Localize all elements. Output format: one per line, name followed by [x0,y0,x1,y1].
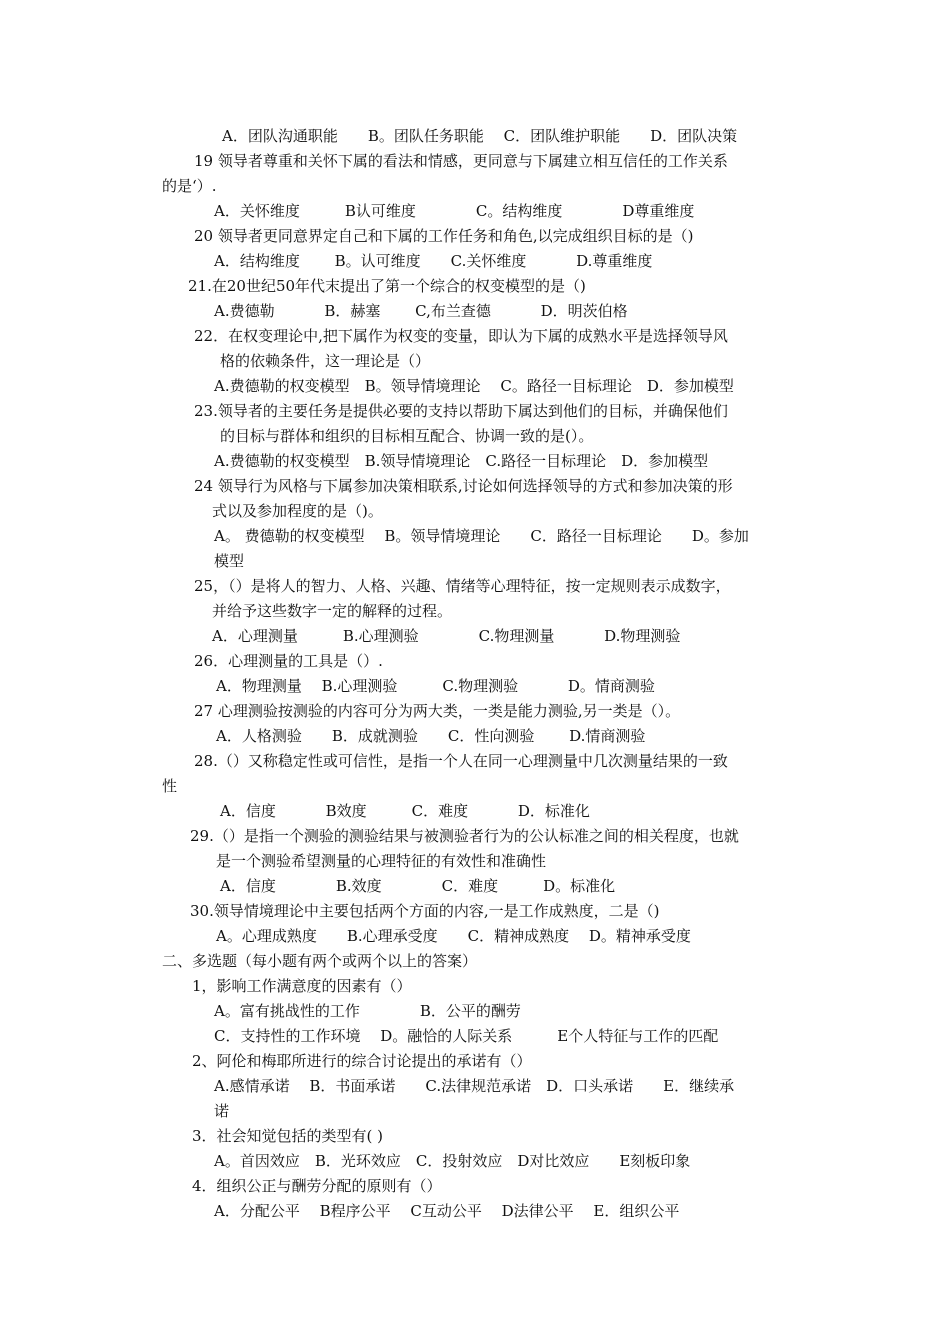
q25-text: 25，（）是将人的智力、人格、兴趣、情绪等心理特征，按一定规则表示成数字， [194,577,731,595]
m1-text: 1，影响工作满意度的因素有（） [192,977,412,995]
q29-text: 29.（）是指一个测验的测验结果与被测验者行为的公认标准之间的相关程度，也就 [190,827,739,845]
q20-options: A．结构维度 B。认可维度 C.关怀维度 D.尊重维度 [214,252,653,270]
section-heading-multiple-choice: 二、多选题（每小题有两个或两个以上的答案） [162,952,478,970]
q30-text: 30.领导情境理论中主要包括两个方面的内容,一是工作成熟度，二是（) [190,902,660,920]
m4-text: 4．组织公正与酬劳分配的原则有（） [192,1177,442,1195]
q28-text-cont: 性 [162,777,178,795]
m2-options: A.感情承诺 B．书面承诺 C.法律规范承诺 D．口头承诺 E．继续承 [214,1077,735,1095]
q19-text: 19 领导者尊重和关怀下属的看法和情感，更同意与下属建立相互信任的工作关系 [194,152,728,170]
m1-options-cont: C．支持性的工作环境 D。融恰的人际关系 E个人特征与工作的匹配 [214,1027,719,1045]
q21-options: A.费德勒 B．赫塞 C,布兰查德 D．明茨伯格 [214,302,628,320]
m2-options-cont: 诺 [214,1102,230,1120]
q25-options: A．心理测量 B.心理测验 C.物理测量 D.物理测验 [212,627,681,645]
q28-options: A．信度 B效度 C．难度 D．标准化 [220,802,590,820]
q22-options: A.费德勒的权变模型 B。领导情境理论 C。路径一目标理论 D．参加模型 [214,377,734,395]
q24-options-cont: 模型 [214,552,245,570]
m4-options: A．分配公平 B程序公平 C互动公平 D法律公平 E．组织公平 [214,1202,680,1220]
q19-options: A．关怀维度 B认可维度 C。结构维度 D尊重维度 [214,202,695,220]
q27-text: 27 心理测验按测验的内容可分为两大类，一类是能力测验,另一类是（）。 [194,702,681,720]
m3-options: A。首因效应 B．光环效应 C．投射效应 D对比效应 E刻板印象 [214,1152,691,1170]
m3-text: 3．社会知觉包括的类型有( ) [192,1127,384,1145]
q24-options: A。 费德勒的权变模型 B。领导情境理论 C．路径一目标理论 D。参加 [214,527,749,545]
q24-text: 24 领导行为风格与下属参加决策相联系,讨论如何选择领导的方式和参加决策的形 [194,477,733,495]
q22-text-cont: 格的依赖条件，这一理论是（） [220,352,431,370]
q23-options: A.费德勒的权变模型 B.领导情境理论 C.路径一目标理论 D．参加模型 [214,452,709,470]
m1-options: A。富有挑战性的工作 B．公平的酬劳 [214,1002,521,1020]
q25-text-cont: 并给予这些数字一定的解释的过程。 [212,602,453,620]
q18-options: A．团队沟通职能 B。团队任务职能 C．团队维护职能 D．团队决策 [222,127,738,145]
q22-text: 22．在权变理论中,把下属作为权变的变量，即认为下属的成熟水平是选择领导风 [194,327,728,345]
m2-text: 2、阿伦和梅耶所进行的综合讨论提出的承诺有（） [192,1052,532,1070]
q27-options: A．人格测验 B．成就测验 C．性向测验 D.情商测验 [216,727,646,745]
q23-text: 23.领导者的主要任务是提供必要的支持以帮助下属达到他们的目标，并确保他们 [194,402,728,420]
q29-options: A．信度 B.效度 C．难度 D。标准化 [220,877,616,895]
q28-text: 28.（）又称稳定性或可信性，是指一个人在同一心理测量中几次测量结果的一致 [194,752,728,770]
q20-text: 20 领导者更同意界定自己和下属的工作任务和角色,以完成组织目标的是（) [194,227,694,245]
q29-text-cont: 是一个测验希望测量的心理特征的有效性和准确性 [216,852,547,870]
q26-text: 26．心理测量的工具是（）. [194,652,383,670]
q26-options: A．物理测量 B.心理测验 C.物理测验 D。情商测验 [216,677,655,695]
q23-text-cont: 的目标与群体和组织的目标相互配合、协调一致的是(）。 [220,427,594,445]
q30-options: A。心理成熟度 B.心理承受度 C．精神成熟度 D。精神承受度 [216,927,691,945]
q19-text-cont: 的是‘）. [162,177,217,195]
q24-text-cont: 式以及参加程度的是（)。 [212,502,383,520]
q21-text: 21.在20世纪50年代末提出了第一个综合的权变模型的是（) [188,277,586,295]
